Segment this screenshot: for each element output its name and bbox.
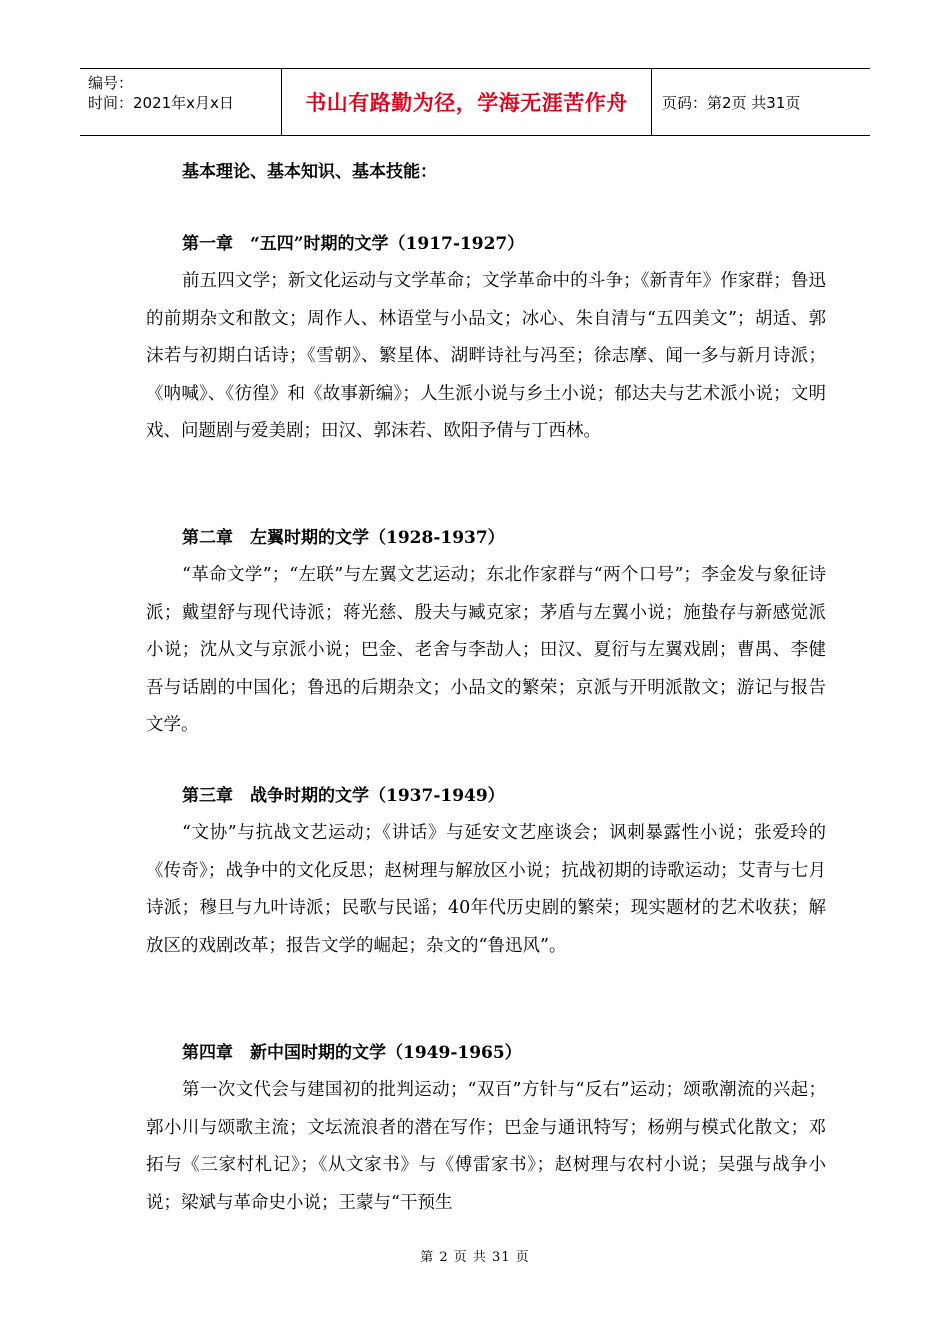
chapter-title: 第三章 战争时期的文学（1937-1949）	[182, 786, 505, 806]
page-footer: 第 2 页 共 31 页	[420, 1250, 530, 1265]
header-page-cell	[652, 69, 870, 135]
doc-time: 时间：2021年x月x日	[88, 94, 234, 112]
chapter-body: “文协”与抗战文艺运动；《讲话》与延安文艺座谈会；讽刺暴露性小说；张爱玲的《传奇》；战争中的文化反思；赵树理与解放区小说；抗战初期的诗歌运动；艾青与七月诗派；穆旦与九叶诗派；民歌与民谣；40年代历史剧的繁荣；现实题材的艺术收获；解放区的戏剧改革；报告文学的崛起；杂文的“鲁迅风”。	[146, 823, 826, 956]
header-meta-cell	[80, 69, 282, 135]
chapter-4	[146, 1041, 826, 1222]
chapter-title: 第四章 新中国时期的文学（1949-1965）	[182, 1043, 522, 1063]
motto: 书山有路勤为径，学海无涯苦作舟	[305, 91, 628, 115]
chapter-title: 第一章 “五四”时期的文学（1917-1927）	[182, 234, 525, 254]
section-intro: 基本理论、基本知识、基本技能：	[182, 162, 437, 182]
doc-number-label: 编号：	[88, 74, 134, 92]
chapter-body: 第一次文代会与建国初的批判运动；“双百”方针与“反右”运动；颂歌潮流的兴起；郭小川与颂歌主流；文坛流浪者的潜在写作；巴金与通讯特写；杨朔与模式化散文；邓拓与《三家村札记》；《从文家书》与《傅雷家书》；赵树理与农村小说；吴强与战争小说；梁斌与革命史小说；王蒙与“干预生	[146, 1080, 826, 1213]
chapter-1	[146, 232, 826, 451]
page-header	[80, 68, 870, 136]
chapter-body: “革命文学”；“左联”与左翼文艺运动；东北作家群与“两个口号”；李金发与象征诗派；戴望舒与现代诗派；蒋光慈、殷夫与臧克家；茅盾与左翼小说；施蛰存与新感觉派小说；沈从文与京派小说；巴金、老舍与李劼人；田汉、夏衍与左翼戏剧；曹禺、李健吾与话剧的中国化；鲁迅的后期杂文；小品文的繁荣；京派与开明派散文；游记与报告文学。	[146, 565, 826, 735]
chapter-2	[146, 526, 826, 745]
page-info: 页码：第2页 共31页	[662, 93, 801, 112]
chapter-title: 第二章 左翼时期的文学（1928-1937）	[182, 528, 505, 548]
chapter-3	[146, 784, 826, 965]
header-motto-cell	[282, 69, 652, 135]
chapter-body: 前五四文学；新文化运动与文学革命；文学革命中的斗争；《新青年》作家群；鲁迅的前期杂文和散文；周作人、林语堂与小品文；冰心、朱自清与“五四美文”；胡适、郭沫若与初期白话诗；《雪朝》、繁星体、湖畔诗社与冯至；徐志摩、闻一多与新月诗派；《呐喊》、《彷徨》和《故事新编》；人生派小说与乡土小说；郁达夫与艺术派小说；文明戏、问题剧与爱美剧；田汉、郭沫若、欧阳予倩与丁西林。	[146, 271, 826, 441]
